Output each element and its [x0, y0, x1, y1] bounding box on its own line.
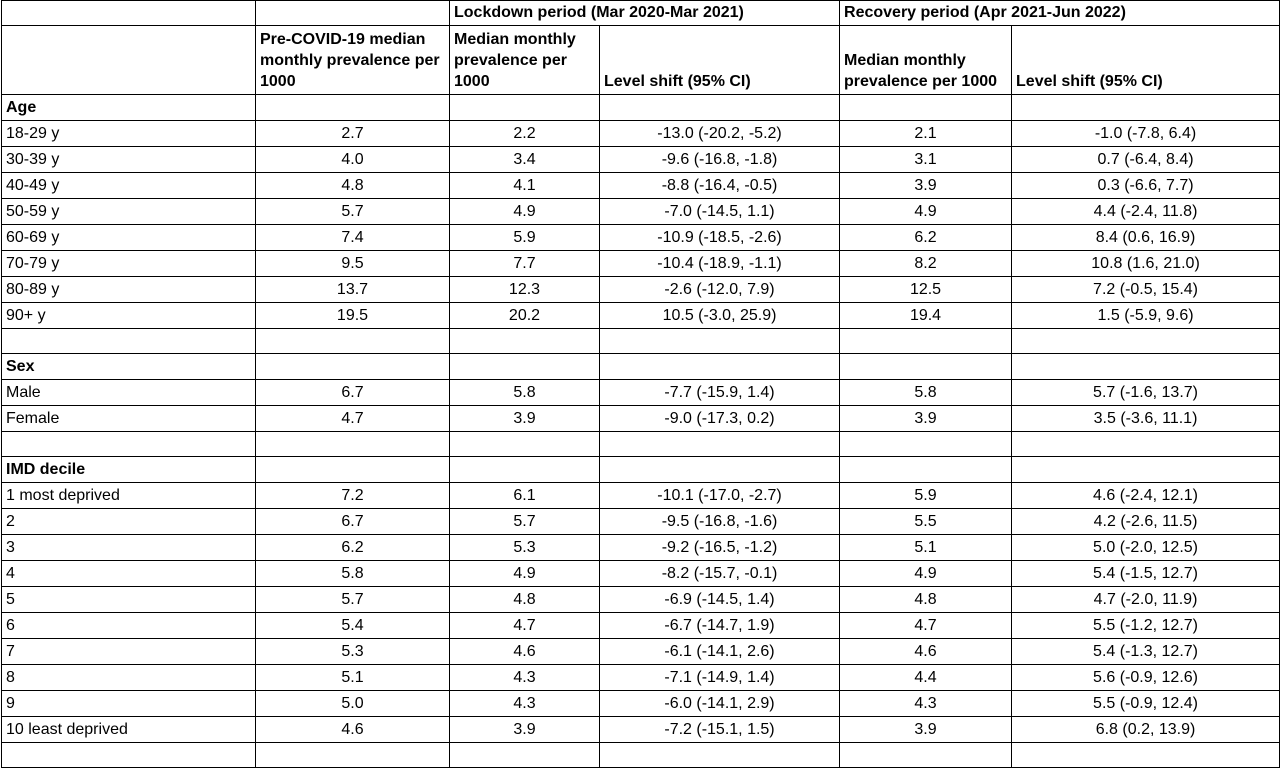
pre-covid-value: 4.0 — [256, 147, 450, 173]
lockdown-shift-value: -9.0 (-17.3, 0.2) — [600, 406, 840, 432]
empty-cell — [1012, 329, 1280, 354]
header-recovery-period: Recovery period (Apr 2021-Jun 2022) — [840, 1, 1280, 26]
empty-cell — [2, 743, 256, 768]
lockdown-shift-value: -10.4 (-18.9, -1.1) — [600, 251, 840, 277]
empty-cell — [450, 329, 600, 354]
empty-cell — [840, 457, 1012, 483]
table-row — [2, 509, 1280, 535]
lockdown-median-value: 3.9 — [450, 406, 600, 432]
row-label: Female — [2, 406, 256, 432]
recovery-shift-value: 8.4 (0.6, 16.9) — [1012, 225, 1280, 251]
lockdown-median-value: 4.9 — [450, 561, 600, 587]
pre-covid-value: 5.7 — [256, 587, 450, 613]
section-header-row — [2, 457, 1280, 483]
table-row — [2, 173, 1280, 199]
empty-cell — [1012, 743, 1280, 768]
header-recovery-median: Median monthly prevalence per 1000 — [840, 26, 1012, 95]
pre-covid-value: 6.2 — [256, 535, 450, 561]
pre-covid-value: 19.5 — [256, 303, 450, 329]
pre-covid-value: 7.4 — [256, 225, 450, 251]
lockdown-median-value: 3.4 — [450, 147, 600, 173]
lockdown-shift-value: -10.1 (-17.0, -2.7) — [600, 483, 840, 509]
pre-covid-value: 4.8 — [256, 173, 450, 199]
lockdown-shift-value: -2.6 (-12.0, 7.9) — [600, 277, 840, 303]
empty-cell — [256, 329, 450, 354]
recovery-median-value: 4.7 — [840, 613, 1012, 639]
row-label: 60-69 y — [2, 225, 256, 251]
lockdown-shift-value: 10.5 (-3.0, 25.9) — [600, 303, 840, 329]
empty-cell — [1012, 354, 1280, 380]
header-row-label-col — [2, 26, 256, 95]
recovery-median-value: 4.8 — [840, 587, 1012, 613]
recovery-median-value: 3.9 — [840, 173, 1012, 199]
recovery-median-value: 8.2 — [840, 251, 1012, 277]
table-row — [2, 535, 1280, 561]
recovery-shift-value: 5.6 (-0.9, 12.6) — [1012, 665, 1280, 691]
lockdown-shift-value: -6.1 (-14.1, 2.6) — [600, 639, 840, 665]
table-row — [2, 303, 1280, 329]
empty-cell — [450, 95, 600, 121]
empty-cell — [450, 354, 600, 380]
lockdown-shift-value: -8.2 (-15.7, -0.1) — [600, 561, 840, 587]
recovery-shift-value: 5.4 (-1.3, 12.7) — [1012, 639, 1280, 665]
recovery-median-value: 2.1 — [840, 121, 1012, 147]
empty-cell — [450, 457, 600, 483]
recovery-shift-value: 3.5 (-3.6, 11.1) — [1012, 406, 1280, 432]
recovery-shift-value: 5.5 (-0.9, 12.4) — [1012, 691, 1280, 717]
empty-cell — [1012, 95, 1280, 121]
row-label: 5 — [2, 587, 256, 613]
table-body — [2, 95, 1280, 768]
recovery-median-value: 5.5 — [840, 509, 1012, 535]
lockdown-shift-value: -9.2 (-16.5, -1.2) — [600, 535, 840, 561]
recovery-shift-value: 0.3 (-6.6, 7.7) — [1012, 173, 1280, 199]
empty-cell — [256, 354, 450, 380]
section-title: Sex — [2, 354, 256, 380]
lockdown-median-value: 7.7 — [450, 251, 600, 277]
header-corner — [2, 1, 256, 26]
pre-covid-value: 9.5 — [256, 251, 450, 277]
row-label: 7 — [2, 639, 256, 665]
lockdown-median-value: 5.9 — [450, 225, 600, 251]
lockdown-shift-value: -6.7 (-14.7, 1.9) — [600, 613, 840, 639]
lockdown-median-value: 2.2 — [450, 121, 600, 147]
empty-cell — [450, 743, 600, 768]
header-lockdown-period: Lockdown period (Mar 2020-Mar 2021) — [450, 1, 840, 26]
recovery-median-value: 4.9 — [840, 199, 1012, 225]
pre-covid-value: 5.1 — [256, 665, 450, 691]
table-row — [2, 406, 1280, 432]
row-label: 80-89 y — [2, 277, 256, 303]
empty-cell — [600, 329, 840, 354]
recovery-shift-value: 6.8 (0.2, 13.9) — [1012, 717, 1280, 743]
empty-cell — [600, 95, 840, 121]
recovery-shift-value: 5.7 (-1.6, 13.7) — [1012, 380, 1280, 406]
recovery-shift-value: 5.5 (-1.2, 12.7) — [1012, 613, 1280, 639]
lockdown-median-value: 6.1 — [450, 483, 600, 509]
empty-cell — [840, 95, 1012, 121]
recovery-shift-value: 4.4 (-2.4, 11.8) — [1012, 199, 1280, 225]
header-row-columns — [2, 26, 1280, 95]
recovery-median-value: 4.9 — [840, 561, 1012, 587]
pre-covid-value: 6.7 — [256, 509, 450, 535]
table-row — [2, 380, 1280, 406]
pre-covid-value: 5.3 — [256, 639, 450, 665]
recovery-median-value: 3.9 — [840, 717, 1012, 743]
table-row — [2, 639, 1280, 665]
table-row — [2, 199, 1280, 225]
empty-cell — [600, 457, 840, 483]
row-label: 3 — [2, 535, 256, 561]
recovery-shift-value: 10.8 (1.6, 21.0) — [1012, 251, 1280, 277]
recovery-shift-value: 4.2 (-2.6, 11.5) — [1012, 509, 1280, 535]
section-header-row — [2, 354, 1280, 380]
row-label: 8 — [2, 665, 256, 691]
lockdown-median-value: 12.3 — [450, 277, 600, 303]
lockdown-shift-value: -7.1 (-14.9, 1.4) — [600, 665, 840, 691]
pre-covid-value: 4.6 — [256, 717, 450, 743]
empty-cell — [2, 432, 256, 457]
row-label: 50-59 y — [2, 199, 256, 225]
pre-covid-value: 5.8 — [256, 561, 450, 587]
empty-cell — [1012, 432, 1280, 457]
recovery-median-value: 3.1 — [840, 147, 1012, 173]
header-lockdown-median: Median monthly prevalence per 1000 — [450, 26, 600, 95]
recovery-median-value: 5.1 — [840, 535, 1012, 561]
table-row — [2, 121, 1280, 147]
recovery-median-value: 5.8 — [840, 380, 1012, 406]
recovery-median-value: 4.3 — [840, 691, 1012, 717]
lockdown-shift-value: -10.9 (-18.5, -2.6) — [600, 225, 840, 251]
table-row — [2, 613, 1280, 639]
empty-cell — [600, 432, 840, 457]
table-row — [2, 691, 1280, 717]
row-label: 70-79 y — [2, 251, 256, 277]
lockdown-shift-value: -9.6 (-16.8, -1.8) — [600, 147, 840, 173]
table-row — [2, 483, 1280, 509]
pre-covid-value: 7.2 — [256, 483, 450, 509]
lockdown-shift-value: -7.7 (-15.9, 1.4) — [600, 380, 840, 406]
pre-covid-value: 5.0 — [256, 691, 450, 717]
empty-cell — [256, 95, 450, 121]
recovery-shift-value: 5.4 (-1.5, 12.7) — [1012, 561, 1280, 587]
row-label: 90+ y — [2, 303, 256, 329]
lockdown-median-value: 4.1 — [450, 173, 600, 199]
row-label: 9 — [2, 691, 256, 717]
recovery-shift-value: -1.0 (-7.8, 6.4) — [1012, 121, 1280, 147]
recovery-shift-value: 0.7 (-6.4, 8.4) — [1012, 147, 1280, 173]
recovery-shift-value: 4.7 (-2.0, 11.9) — [1012, 587, 1280, 613]
pre-covid-value: 5.4 — [256, 613, 450, 639]
empty-cell — [840, 329, 1012, 354]
lockdown-shift-value: -13.0 (-20.2, -5.2) — [600, 121, 840, 147]
pre-covid-value: 6.7 — [256, 380, 450, 406]
recovery-median-value: 4.6 — [840, 639, 1012, 665]
table-row — [2, 561, 1280, 587]
empty-cell — [840, 743, 1012, 768]
recovery-shift-value: 5.0 (-2.0, 12.5) — [1012, 535, 1280, 561]
header-recovery-shift: Level shift (95% CI) — [1012, 26, 1280, 95]
spacer-row — [2, 329, 1280, 354]
empty-cell — [450, 432, 600, 457]
table-row — [2, 717, 1280, 743]
section-title: Age — [2, 95, 256, 121]
section-title: IMD decile — [2, 457, 256, 483]
header-row-periods — [2, 1, 1280, 26]
lockdown-shift-value: -9.5 (-16.8, -1.6) — [600, 509, 840, 535]
row-label: 40-49 y — [2, 173, 256, 199]
lockdown-shift-value: -7.0 (-14.5, 1.1) — [600, 199, 840, 225]
empty-cell — [600, 743, 840, 768]
table-row — [2, 665, 1280, 691]
row-label: Male — [2, 380, 256, 406]
recovery-shift-value: 4.6 (-2.4, 12.1) — [1012, 483, 1280, 509]
pre-covid-value: 2.7 — [256, 121, 450, 147]
recovery-median-value: 6.2 — [840, 225, 1012, 251]
lockdown-median-value: 4.3 — [450, 665, 600, 691]
empty-cell — [1012, 457, 1280, 483]
row-label: 30-39 y — [2, 147, 256, 173]
row-label: 4 — [2, 561, 256, 587]
recovery-median-value: 19.4 — [840, 303, 1012, 329]
row-label: 6 — [2, 613, 256, 639]
empty-cell — [840, 432, 1012, 457]
row-label: 2 — [2, 509, 256, 535]
recovery-shift-value: 1.5 (-5.9, 9.6) — [1012, 303, 1280, 329]
lockdown-median-value: 5.8 — [450, 380, 600, 406]
lockdown-median-value: 5.7 — [450, 509, 600, 535]
empty-cell — [600, 354, 840, 380]
pre-covid-value: 5.7 — [256, 199, 450, 225]
lockdown-median-value: 4.3 — [450, 691, 600, 717]
pre-covid-value: 13.7 — [256, 277, 450, 303]
lockdown-median-value: 4.6 — [450, 639, 600, 665]
lockdown-shift-value: -7.2 (-15.1, 1.5) — [600, 717, 840, 743]
table-row — [2, 587, 1280, 613]
lockdown-median-value: 5.3 — [450, 535, 600, 561]
empty-cell — [2, 329, 256, 354]
lockdown-median-value: 4.8 — [450, 587, 600, 613]
trailing-empty-row — [2, 743, 1280, 768]
empty-cell — [256, 743, 450, 768]
recovery-median-value: 3.9 — [840, 406, 1012, 432]
empty-cell — [256, 457, 450, 483]
lockdown-shift-value: -6.0 (-14.1, 2.9) — [600, 691, 840, 717]
lockdown-shift-value: -6.9 (-14.5, 1.4) — [600, 587, 840, 613]
table-row — [2, 277, 1280, 303]
pre-covid-value: 4.7 — [256, 406, 450, 432]
row-label: 18-29 y — [2, 121, 256, 147]
recovery-median-value: 5.9 — [840, 483, 1012, 509]
lockdown-median-value: 3.9 — [450, 717, 600, 743]
lockdown-shift-value: -8.8 (-16.4, -0.5) — [600, 173, 840, 199]
spacer-row — [2, 432, 1280, 457]
section-header-row — [2, 95, 1280, 121]
row-label: 1 most deprived — [2, 483, 256, 509]
empty-cell — [256, 432, 450, 457]
prevalence-table — [1, 0, 1280, 768]
table-row — [2, 225, 1280, 251]
recovery-shift-value: 7.2 (-0.5, 15.4) — [1012, 277, 1280, 303]
header-pre-covid: Pre-COVID-19 median monthly prevalence per 1000 — [256, 26, 450, 95]
row-label: 10 least deprived — [2, 717, 256, 743]
lockdown-median-value: 4.9 — [450, 199, 600, 225]
header-pre-spacer — [256, 1, 450, 26]
recovery-median-value: 4.4 — [840, 665, 1012, 691]
lockdown-median-value: 20.2 — [450, 303, 600, 329]
lockdown-median-value: 4.7 — [450, 613, 600, 639]
empty-cell — [840, 354, 1012, 380]
recovery-median-value: 12.5 — [840, 277, 1012, 303]
table-row — [2, 147, 1280, 173]
header-lockdown-shift: Level shift (95% CI) — [600, 26, 840, 95]
table-row — [2, 251, 1280, 277]
